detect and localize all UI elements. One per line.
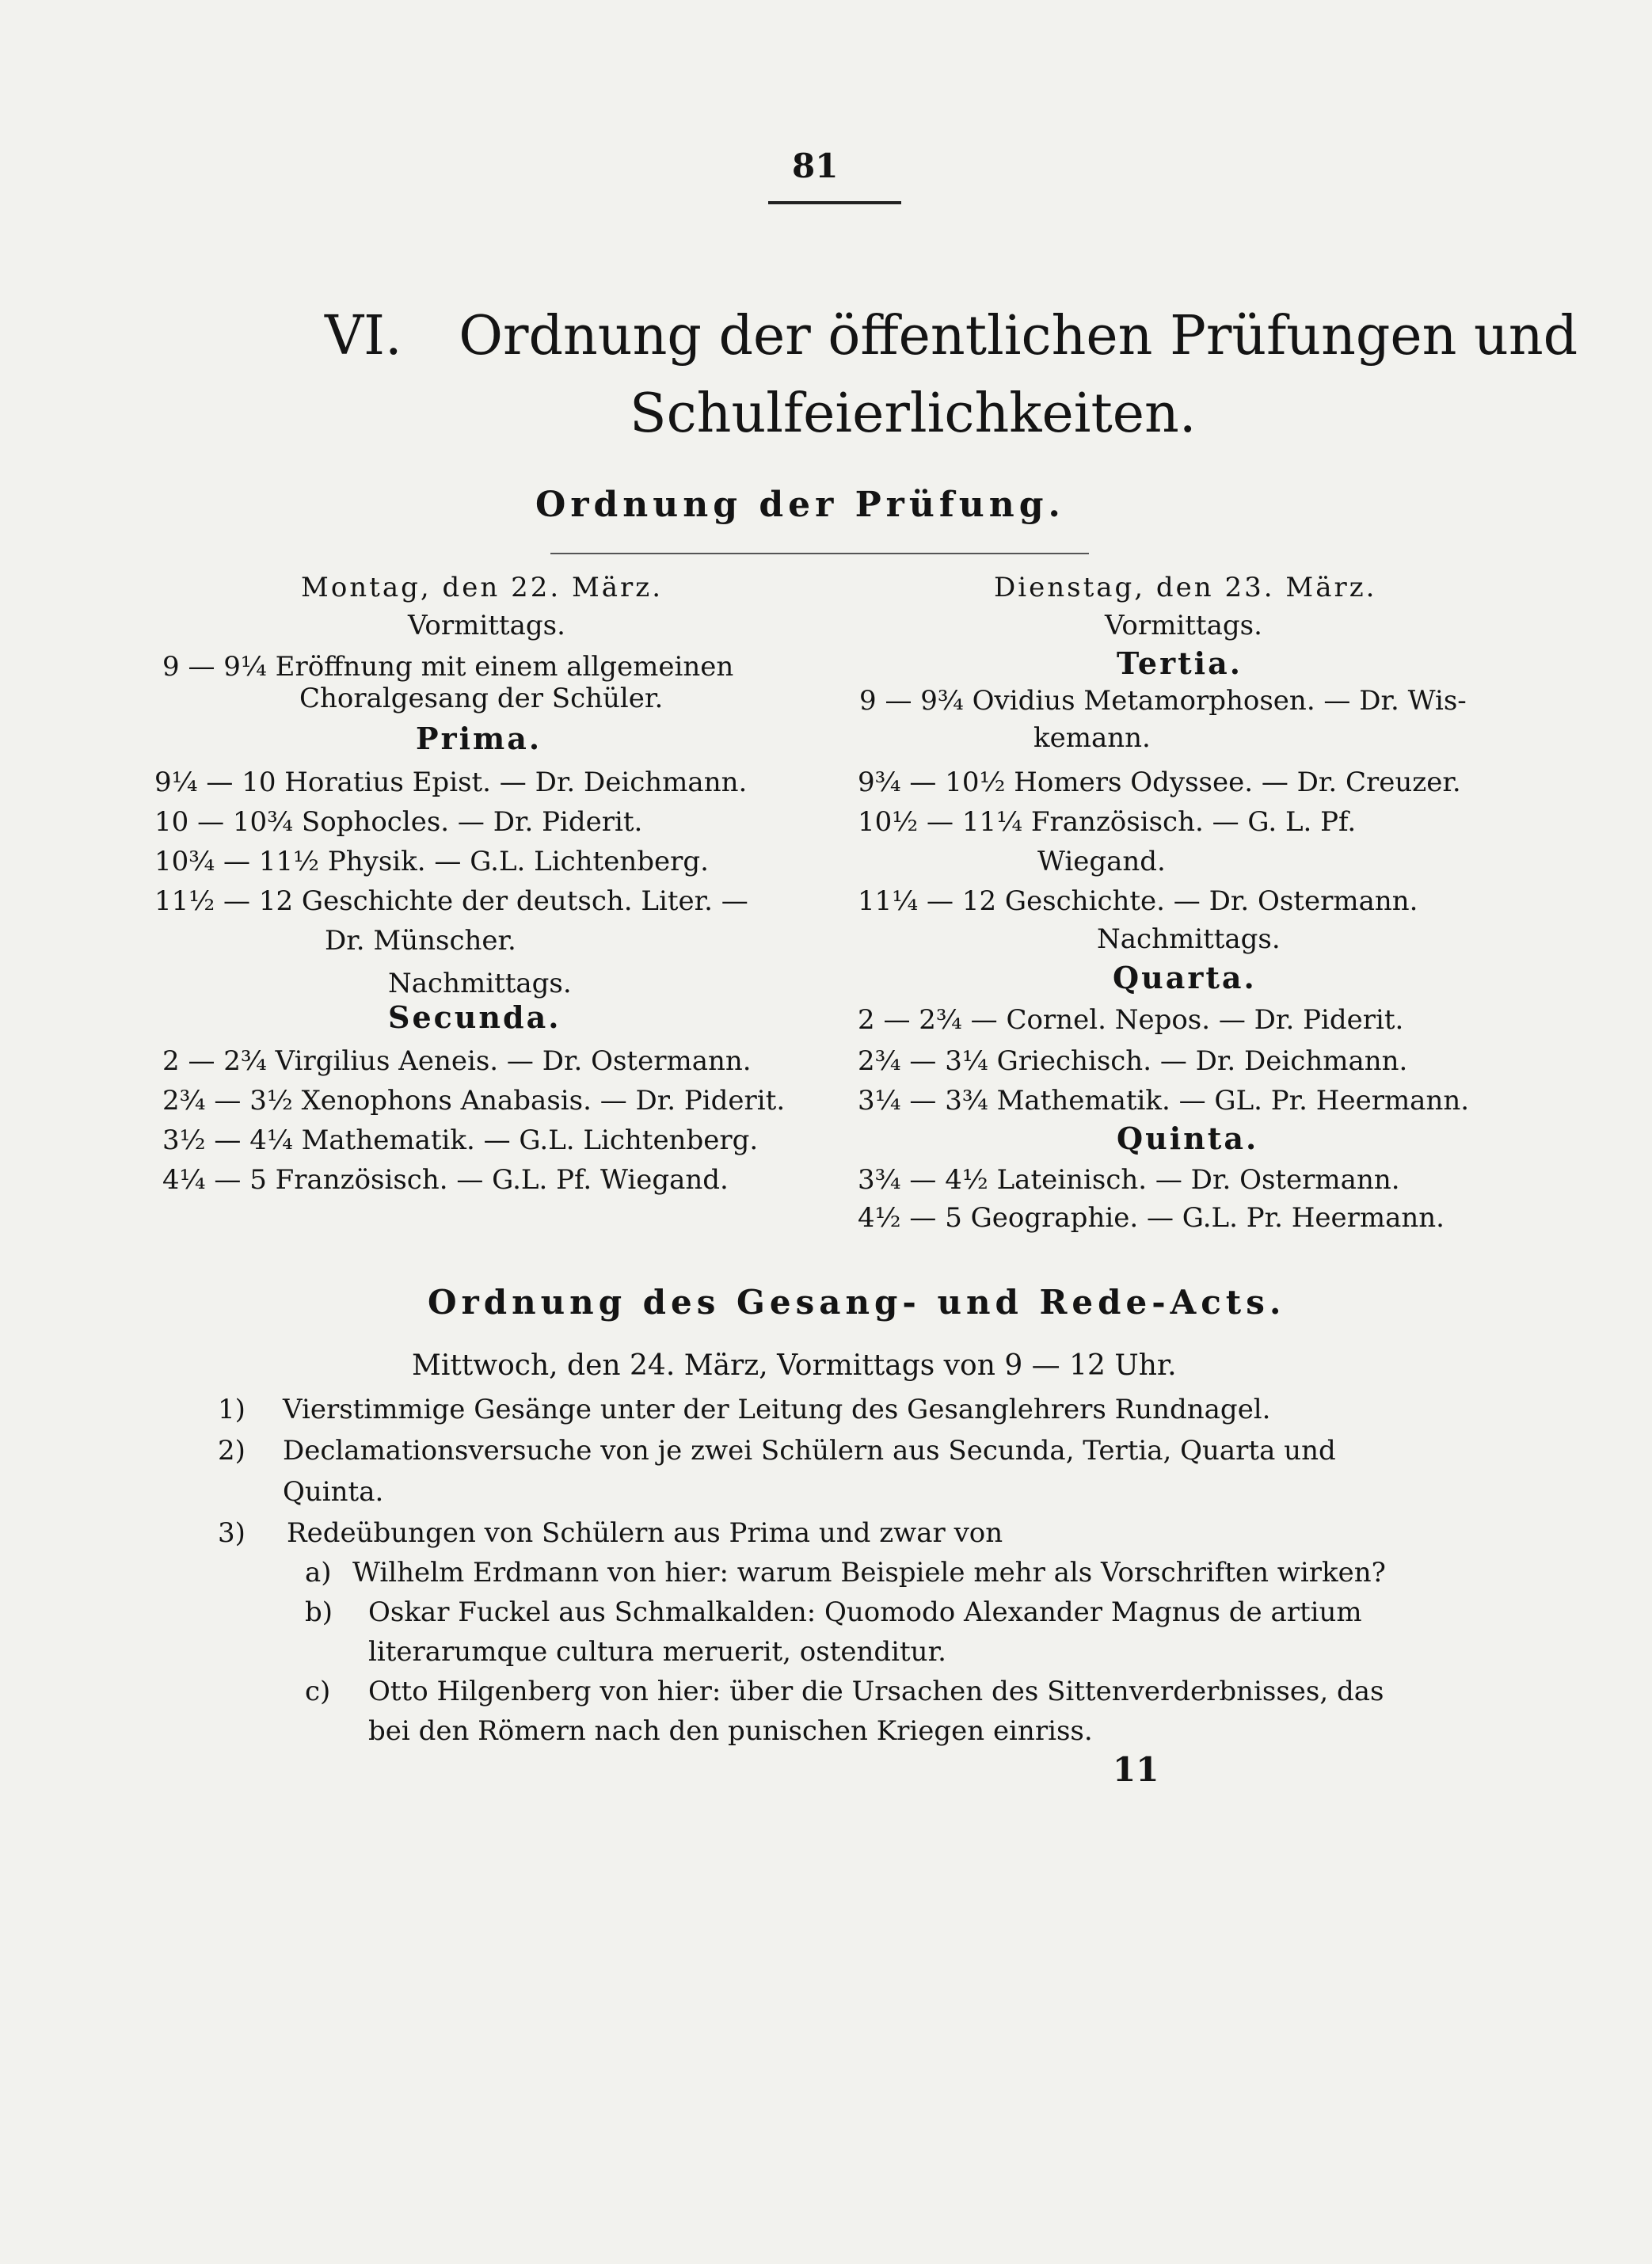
montag-day: Montag, den 22. März. bbox=[301, 572, 664, 603]
dienstag-nachmittags: Nachmittags. bbox=[1097, 923, 1281, 955]
item-number: 3) bbox=[218, 1517, 246, 1549]
program-subitem: Otto Hilgenberg von hier: über die Ursachen des Sittenverderbnisses, das bbox=[368, 1676, 1384, 1707]
subitem-label: b) bbox=[305, 1596, 333, 1628]
schedule-entry: 11¼ — 12 Geschichte. — Dr. Ostermann. bbox=[858, 885, 1418, 917]
chapter-title-line1 bbox=[325, 305, 1578, 367]
schedule-entry: 9 — 9¾ Ovidius Metamorphosen. — Dr. Wis- bbox=[859, 685, 1467, 717]
schedule-entry: Dr. Münscher. bbox=[325, 925, 516, 957]
program-item: Declamationsversuche von je zwei Schülern aus Secunda, Tertia, Quarta und bbox=[283, 1435, 1336, 1467]
class-heading-quinta: Quinta. bbox=[1117, 1121, 1259, 1156]
subitem-label: c) bbox=[305, 1676, 331, 1707]
chapter-title-line2: Schulfeierlichkeiten. bbox=[630, 382, 1197, 445]
schedule-entry: 2 — 2¾ Virgilius Aeneis. — Dr. Ostermann. bbox=[162, 1045, 752, 1077]
class-heading-tertia: Tertia. bbox=[1117, 645, 1243, 681]
program-item: Redeübungen von Schülern aus Prima und zwar von bbox=[287, 1517, 1003, 1549]
schedule-entry: 9¼ — 10 Horatius Epist. — Dr. Deichmann. bbox=[154, 767, 748, 798]
program-subitem: Wilhelm Erdmann von hier: warum Beispiele mehr als Vorschriften wirken? bbox=[352, 1557, 1386, 1589]
subitem-label: a) bbox=[305, 1557, 332, 1589]
schedule-entry: 9¾ — 10½ Homers Odyssee. — Dr. Creuzer. bbox=[858, 767, 1461, 798]
pruefung-heading: Ordnung der Prüfung. bbox=[535, 485, 1065, 525]
schedule-entry: kemann. bbox=[1033, 722, 1151, 754]
item-number: 1) bbox=[218, 1394, 246, 1425]
signature-mark: 11 bbox=[1113, 1750, 1159, 1789]
schedule-entry: 2¾ — 3¼ Griechisch. — Dr. Deichmann. bbox=[858, 1045, 1408, 1077]
class-heading-prima: Prima. bbox=[416, 721, 542, 756]
montag-nachmittags: Nachmittags. bbox=[388, 968, 572, 999]
dienstag-day: Dienstag, den 23. März. bbox=[994, 572, 1377, 603]
chapter-number: VI. bbox=[325, 305, 402, 367]
page-number: 81 bbox=[792, 146, 839, 185]
program-item: Vierstimmige Gesänge unter der Leitung des Gesanglehrers Rundnagel. bbox=[283, 1394, 1271, 1425]
schedule-entry: 3½ — 4¼ Mathematik. — G.L. Lichtenberg. bbox=[162, 1124, 759, 1156]
program-subitem: bei den Römern nach den punischen Kriegen einriss. bbox=[368, 1715, 1093, 1747]
schedule-entry: 2¾ — 3½ Xenophons Anabasis. — Dr. Piderit. bbox=[162, 1085, 786, 1117]
class-heading-secunda: Secunda. bbox=[388, 999, 561, 1035]
schedule-entry: 3¾ — 4½ Lateinisch. — Dr. Ostermann. bbox=[858, 1164, 1400, 1196]
schedule-entry: Wiegand. bbox=[1037, 846, 1166, 877]
gesang-date: Mittwoch, den 24. März, Vormittags von 9 — 12 Uhr. bbox=[412, 1349, 1177, 1382]
gesang-heading: Ordnung des Gesang- und Rede-Acts. bbox=[428, 1283, 1286, 1322]
chapter-title-text: Ordnung der öffentlichen Prüfungen und bbox=[459, 305, 1578, 367]
schedule-entry: 9 — 9¼ Eröffnung mit einem allgemeinen bbox=[162, 651, 734, 683]
item-number: 2) bbox=[218, 1435, 246, 1467]
schedule-entry: 4¼ — 5 Französisch. — G.L. Pf. Wiegand. bbox=[162, 1164, 729, 1196]
program-subitem: literarumque cultura meruerit, ostenditur. bbox=[368, 1636, 946, 1668]
schedule-entry: 10 — 10¾ Sophocles. — Dr. Piderit. bbox=[154, 806, 643, 838]
class-heading-quarta: Quarta. bbox=[1113, 960, 1257, 995]
schedule-entry: 11½ — 12 Geschichte der deutsch. Liter. — bbox=[154, 885, 748, 917]
program-subitem: Oskar Fuckel aus Schmalkalden: Quomodo Alexander Magnus de artium bbox=[368, 1596, 1362, 1628]
program-item: Quinta. bbox=[283, 1476, 384, 1508]
schedule-entry: 2 — 2¾ — Cornel. Nepos. — Dr. Piderit. bbox=[858, 1004, 1404, 1036]
heading-rule bbox=[550, 553, 1089, 554]
page-number-rule bbox=[768, 201, 901, 204]
montag-vormittags: Vormittags. bbox=[408, 610, 565, 641]
schedule-entry: 10¾ — 11½ Physik. — G.L. Lichtenberg. bbox=[154, 846, 709, 877]
schedule-entry: 4½ — 5 Geographie. — G.L. Pr. Heermann. bbox=[858, 1202, 1445, 1234]
schedule-entry: Choralgesang der Schüler. bbox=[299, 683, 664, 714]
schedule-entry: 10½ — 11¼ Französisch. — G. L. Pf. bbox=[858, 806, 1357, 838]
schedule-entry: 3¼ — 3¾ Mathematik. — GL. Pr. Heermann. bbox=[858, 1085, 1470, 1117]
dienstag-vormittags: Vormittags. bbox=[1105, 610, 1262, 641]
